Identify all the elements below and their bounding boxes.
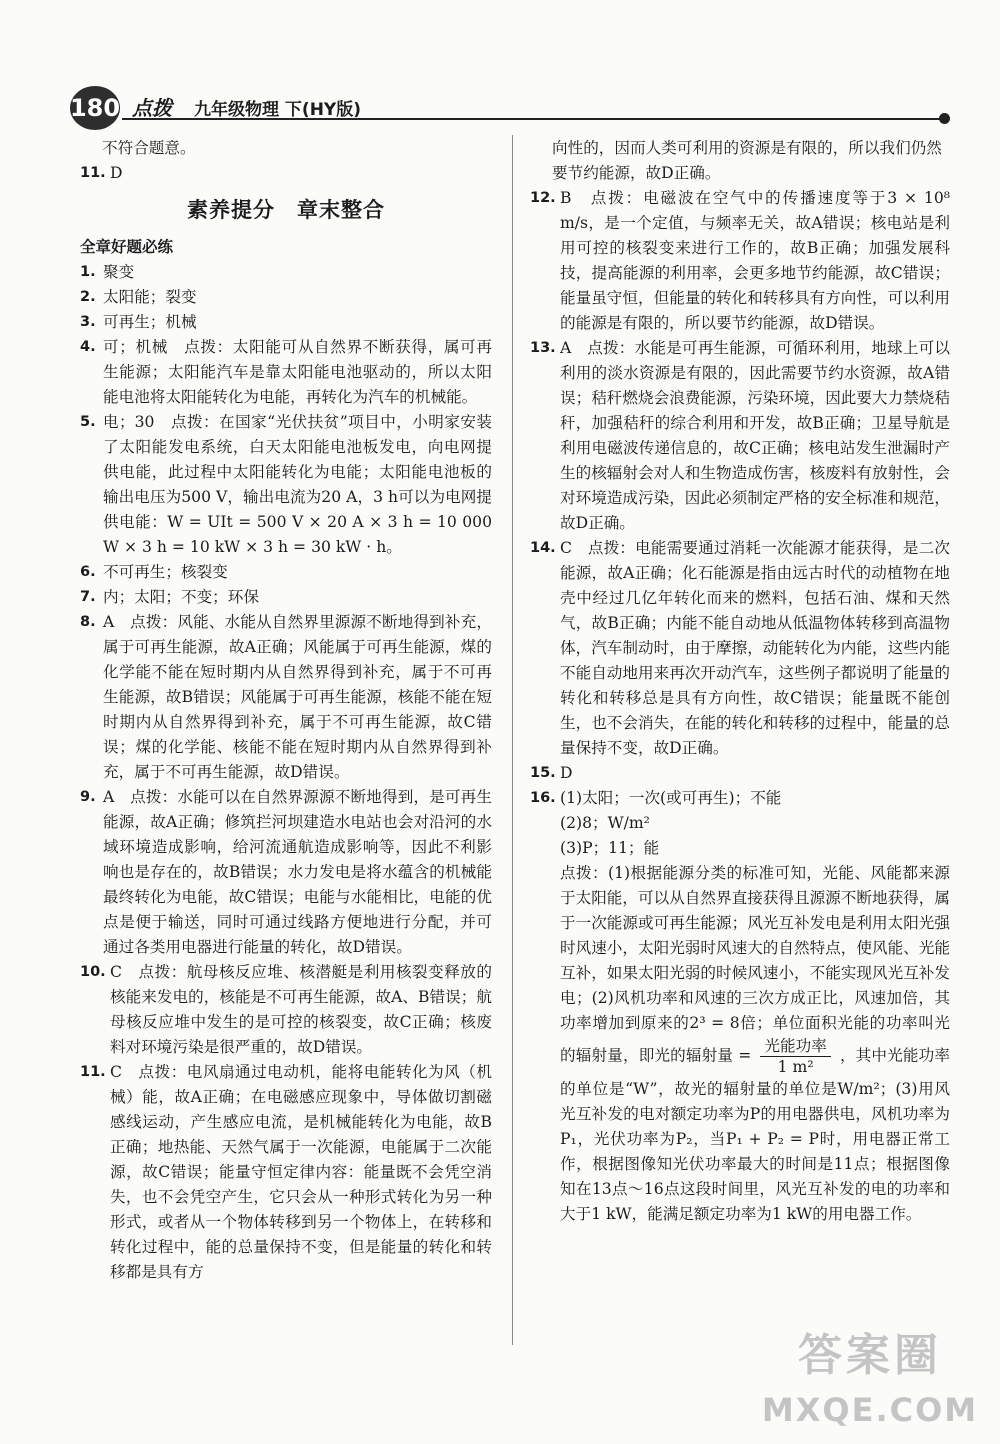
explanation-part-1: 点拨：(1)根据能源分类的标准可知，光能、风能都来源于太阳能，可以从自然界直接获得且源源不断地获得，属于一次能源或可再生能源；风光互补发电是利用太阳光强时风速小，太阳光弱时风速大的自然特点，使风能、光能互补，如果太阳光弱的时候风速小，不能实现风光互补发电；(2)风机功率和风速的三次方成正比，风速加倍，其功率增加到原来的2³ = 8倍；单位面积光能的功率叫光的辐射量，即光的辐射量 = bbox=[560, 864, 950, 1065]
item-text: 聚变 bbox=[103, 263, 135, 281]
item-number: 9. bbox=[80, 789, 96, 805]
item-number: 1. bbox=[80, 264, 96, 280]
fraction-denominator: 1 m² bbox=[777, 1058, 814, 1076]
answer-item bbox=[80, 785, 492, 960]
item-text: 太阳能；裂变 bbox=[103, 288, 197, 306]
item-text: C 点拨：电风扇通过电动机，能将电能转化为风（机械）能，故A正确；在电磁感应现象中，导体做切割磁感线运动，产生感应电流，是机械能转化为电能，故B正确；地热能、天然气属于一次能源，电能属于二次能源，故C错误；能量守恒定律内容：能量既不会凭空消失，也不会凭空产生，它只会从一种形式转化为另一种形式，或者从一个物体转移到另一个物体上，在转移和转化过程中，能的总量保持不变，但是能量的转化和转移都是具有方 bbox=[110, 1063, 492, 1281]
item-number: 7. bbox=[80, 589, 96, 605]
subsection-heading: 全章好题必练 bbox=[80, 238, 174, 256]
fraction bbox=[760, 1036, 830, 1077]
answer-item bbox=[80, 161, 492, 186]
item-number: 10. bbox=[80, 964, 106, 980]
answer-item bbox=[80, 410, 492, 560]
book-title: 九年级物理 下(HY版) bbox=[194, 100, 361, 120]
page-header bbox=[70, 86, 950, 130]
answer-part-2: (2)8；W/m² bbox=[560, 814, 650, 832]
answer-part-1: (1)太阳；一次(或可再生)；不能 bbox=[560, 789, 782, 807]
answer-item bbox=[80, 585, 492, 610]
explanation-part-2: ，其中光能功率的单位是“W”，故光的辐射量的单位是W/m²；(3)用风光互补发的电对额定功率为P的用电器供电，风机功率为P₁，光伏功率为P₂，当P₁ + P₂ = P时，用电器正常工作，根据图像知光伏功率最大的时间是11点；根据图像知在13点～16点这段时间里，风光互补发的电的功率和大于1 kW，能满足额定功率为1 kW的用电器工作。 bbox=[560, 1046, 950, 1223]
answer-item bbox=[80, 610, 492, 785]
answer-item bbox=[530, 761, 950, 786]
answer-item bbox=[80, 285, 492, 310]
answer-item bbox=[530, 336, 950, 536]
section-title: 素养提分 章末整合 bbox=[187, 198, 385, 222]
item-number: 14. bbox=[530, 540, 556, 556]
answer-item bbox=[530, 536, 950, 761]
watermark-url: MXQE.COM bbox=[761, 1391, 979, 1429]
header-dot-ornament bbox=[939, 113, 950, 124]
item-number: 11. bbox=[80, 1064, 106, 1080]
item-text: 电；30 点拨：在国家“光伏扶贫”项目中，小明家安装了太阳能发电系统，白天太阳能电池板发电，向电网提供电能，此过程中太阳能转化为电能；太阳能电池板的输出电压为500 V，输出电流为20 A，3 h可以为电网提供电能：W = UIt = 500 V × 20 A × 3 h = 10 000 W × 3 h = 10 kW × 3 h = 30 kW · h。 bbox=[103, 413, 492, 556]
item-text: C 点拨：电能需要通过消耗一次能源才能获得，是二次能源，故A正确；化石能源是指由远古时代的动植物在地壳中经过几亿年转化而来的燃料，包括石油、煤和天然气，故B正确；内能不能自动地从低温物体转移到高温物体，汽车制动时，由于摩擦，动能转化为内能，这些内能不能自动地用来再次开动汽车，这些例子都说明了能量的转化和转移总是具有方向性，故C错误；能量既不能创生，也不会消失，在能的转化和转移的过程中，能量的总量保持不变，故D正确。 bbox=[560, 539, 950, 757]
answer-item bbox=[80, 560, 492, 585]
answer-part-3: (3)P；11；能 bbox=[560, 839, 660, 857]
item-text bbox=[560, 786, 950, 1227]
item-number: 8. bbox=[80, 614, 96, 630]
item-text: D bbox=[110, 164, 123, 182]
item-text: D bbox=[560, 764, 573, 782]
column-divider bbox=[512, 135, 513, 1345]
item-text: 可再生；机械 bbox=[103, 313, 197, 331]
answer-item bbox=[80, 260, 492, 285]
item-number: 4. bbox=[80, 339, 96, 355]
item-text: B 点拨：电磁波在空气中的传播速度等于3 × 10⁸ m/s，是一个定值，与频率无关，故A错误；核电站是利用可控的核裂变来进行工作的，故B正确；加强发展科技，提高能源的利用率，会更多地节约能源，故C错误；能量虽守恒，但能量的转化和转移具有方向性，可以利用的能源是有限的，所以要节约能源，故D错误。 bbox=[560, 189, 950, 332]
item-number: 6. bbox=[80, 564, 96, 580]
watermark-chinese: 答案圈 bbox=[798, 1330, 942, 1381]
item-number: 5. bbox=[80, 414, 96, 430]
item-text: 内；太阳；不变；环保 bbox=[103, 588, 259, 606]
answer-item bbox=[80, 1060, 492, 1285]
item-number: 13. bbox=[530, 340, 556, 356]
answer-item bbox=[80, 335, 492, 410]
answer-item bbox=[80, 310, 492, 335]
item-number: 16. bbox=[530, 790, 556, 806]
watermark-logo bbox=[760, 1330, 980, 1436]
continuation-text: 向性的，因而人类可利用的资源是有限的，所以我们仍然要节约能源，故D正确。 bbox=[552, 139, 942, 182]
explanation bbox=[560, 861, 950, 1227]
answer-item-16 bbox=[530, 786, 950, 1227]
left-column bbox=[80, 136, 492, 1285]
item-text: A 点拨：水能是可再生能源，可循环利用，地球上可以利用的淡水资源是有限的，因此需要节约水资源，故A错误；秸秆燃烧会浪费能源，污染环境，因此要大力禁烧秸秆，加强秸秆的综合利用和开发，故B正确；卫星导航是利用电磁波传递信息的，故C正确；核电站发生泄漏时产生的核辐射会对人和生物造成伤害，核废料有放射性，会对环境造成污染，因此必须制定严格的安全标准和规范，故D正确。 bbox=[560, 339, 950, 532]
item-text: A 点拨：水能可以在自然界源源不断地得到，是可再生能源，故A正确；修筑拦河坝建造水电站也会对沿河的水域环境造成影响，给河流通航造成影响等，因此不利影响也是存在的，故B错误；水力发电是将水蕴含的机械能最终转化为电能，故C错误；电能与水能相比，电能的优点是便于输送，同时可通过线路方便地进行分配，并可通过各类用电器进行能量的转化，故D错误。 bbox=[103, 788, 492, 956]
answer-item bbox=[80, 960, 492, 1060]
item-text: 可；机械 点拨：太阳能可从自然界不断获得，属可再生能源；太阳能汽车是靠太阳能电池驱动的，所以太阳能电池将太阳能转化为电能，再转化为汽车的机械能。 bbox=[103, 338, 492, 406]
item-text: 不可再生；核裂变 bbox=[103, 563, 228, 581]
item-number: 3. bbox=[80, 314, 96, 330]
item-number: 15. bbox=[530, 765, 556, 781]
item-number: 11. bbox=[80, 165, 106, 181]
page-number: 180 bbox=[70, 86, 120, 130]
fraction-numerator: 光能功率 bbox=[760, 1036, 830, 1057]
header-rule bbox=[122, 118, 940, 120]
item-text: C 点拨：航母核反应堆、核潜艇是利用核裂变释放的核能来发电的，核能是不可再生能源，故A、B错误；航母核反应堆中发生的是可控的核裂变，故C正确；核废料对环境污染是很严重的，故D错误。 bbox=[110, 963, 492, 1056]
brand-logo: 点拨 bbox=[132, 96, 172, 120]
item-number: 2. bbox=[80, 289, 96, 305]
answer-item bbox=[530, 186, 950, 336]
continuation-text: 不符合题意。 bbox=[102, 139, 196, 157]
item-text: A 点拨：风能、水能从自然界里源源不断地得到补充，属于可再生能源，故A正确；风能属于可再生能源，煤的化学能不能在短时期内从自然界得到补充，属于不可再生能源，故B错误；风能属于可再生能源，核能不能在短时期内从自然界得到补充，属于不可再生能源，故C错误；煤的化学能、核能不能在短时期内从自然界得到补充，属于不可再生能源，故D错误。 bbox=[103, 613, 492, 781]
right-column bbox=[530, 136, 950, 1227]
item-number: 12. bbox=[530, 190, 556, 206]
